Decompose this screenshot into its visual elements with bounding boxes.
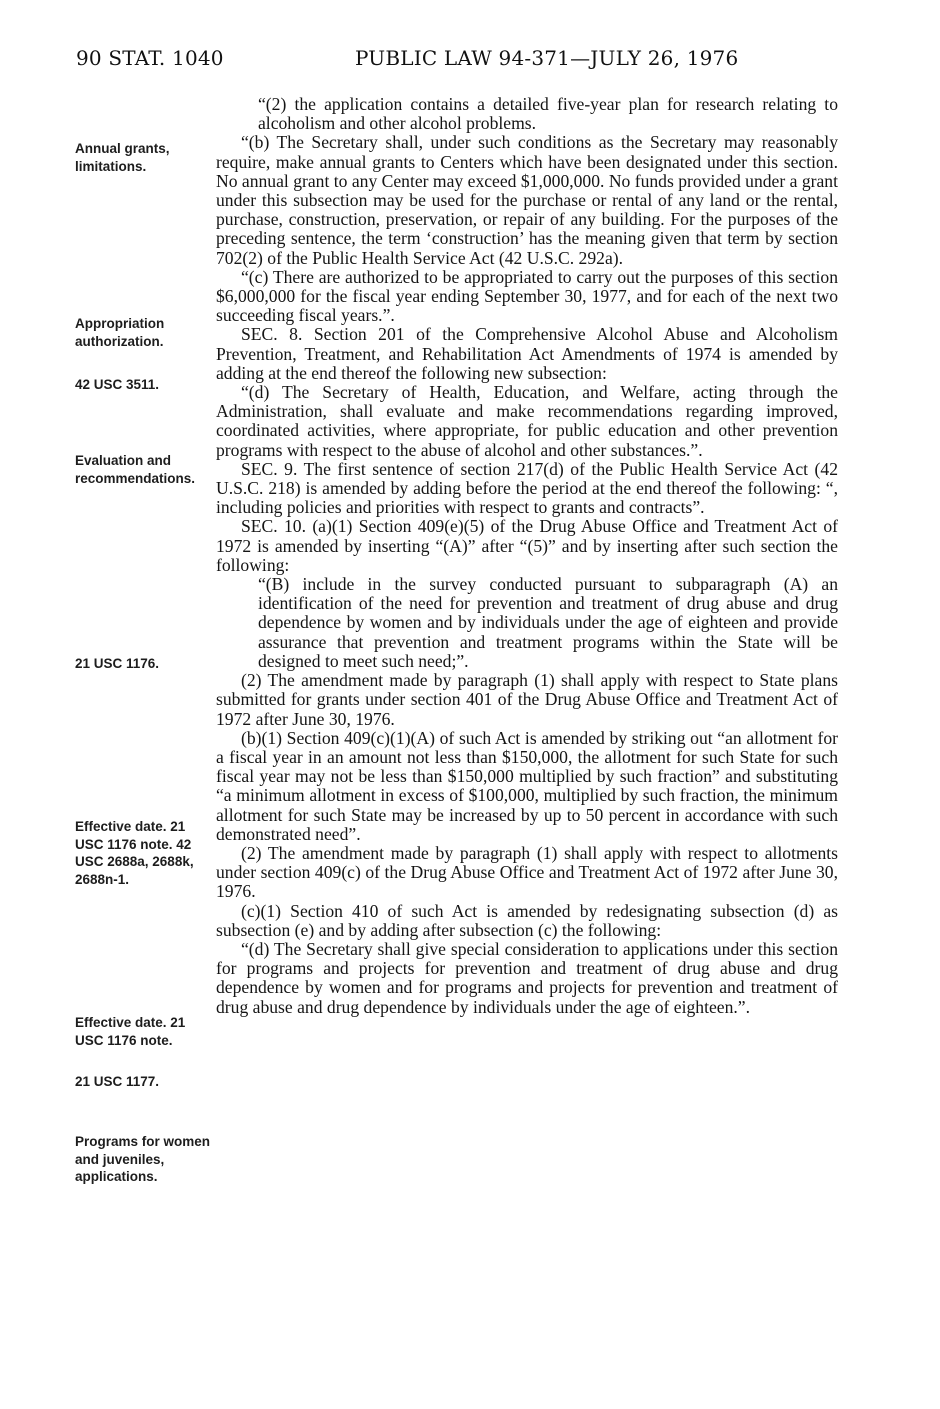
section-10-c1: (c)(1) Section 410 of such Act is amended by redesignating subsection (d) as subsection (e) and by adding after subsection (c) the following: xyxy=(216,900,838,940)
margin-note-annual-grants: Annual grants, limitations. xyxy=(75,141,170,174)
margin-note-21usc1176: 21 USC 1176. xyxy=(75,656,160,671)
paragraph-B-survey: “(B) include in the survey conducted pursuant to subparagraph (A) an identification of the need for prevention and treatment of drug abuse and drug dependence by women and by individuals under the age of eighteen and provide assurance that prevention and treatment programs within the State will be designed to meet such need;”. xyxy=(258,574,838,671)
section-10-a1: SEC. 10. (a)(1) Section 409(e)(5) of the Drug Abuse Office and Treatment Act of 1972 is amended by inserting “(A)” after “(5)” and by inserting after such section the following: xyxy=(216,516,838,575)
margin-note-evaluation: Evaluation and recommendations. xyxy=(75,453,196,486)
public-law-title: PUBLIC LAW 94-371—JULY 26, 1976 xyxy=(355,46,739,70)
section-10-b1: (b)(1) Section 409(c)(1)(A) of such Act is amended by striking out “an allotment for a fiscal year in an amount not less than $150,000, the allotment for such State for such fiscal year may not be less than $150,000 multiplied by such fraction” and substituting “a minimum allotment in excess of $100,000, multiplied by such fraction, the minimum allotment for such State may be increased by up to 50 percent in accordance with such demonstrated need”. xyxy=(216,727,838,844)
running-header xyxy=(0,46,940,76)
section-9: SEC. 9. The first sentence of section 217(d) of the Public Health Service Act (42 U.S.C. 218) is amended by adding before the period at the end thereof the following: “, including policies and priorities with respect to grants and contracts”. xyxy=(216,458,838,518)
margin-note-21usc1177: 21 USC 1177. xyxy=(75,1074,160,1089)
paragraph-d-evaluation: “(d) The Secretary of Health, Education, and Welfare, acting through the Administration, shall evaluate and make recommendations regarding improved, coordinated activities, where appropriate, for public education and other prevention programs with respect to the abuse of alcohol and other substances.”. xyxy=(216,382,838,460)
margin-note-effective-date-1: Effective date. 21 USC 1176 note. 42 USC 2688a, 2688k, 2688n-1. xyxy=(75,819,194,887)
paragraph-d-special-consideration: “(d) The Secretary shall give special consideration to applications under this section for programs and projects for prevention and treatment of drug abuse and drug dependence by women and for programs and projects for prevention and treatment of drug abuse and drug dependence by individuals under the age of eighteen.”. xyxy=(216,938,838,1017)
paragraph-b-annual-grants: “(b) The Secretary shall, under such conditions as the Secretary may reasonably require, make annual grants to Centers which have been designated under this section. No annual grant to any Center may exceed $1,000,000. No funds provided under a grant under this subsection may be used for the purchase or rental of any land or the rental, purchase, construction, preservation, or repair of any building. For the purposes of the preceding sentence, the term ‘construction’ has the meaning given that term by section 702(2) of the Public Health Service Act (42 U.S.C. 292a). xyxy=(216,132,838,268)
margin-note-42usc3511: 42 USC 3511. xyxy=(75,377,160,392)
stat-page-number: 90 STAT. 1040 xyxy=(76,46,224,70)
section-10-b2: (2) The amendment made by paragraph (1) shall apply with respect to allotments under section 409(c) of the Drug Abuse Office and Treatment Act of 1972 after June 30, 1976. xyxy=(216,842,838,902)
margin-note-effective-date-2: Effective date. 21 USC 1176 note. xyxy=(75,1015,186,1048)
section-10-a2: (2) The amendment made by paragraph (1) shall apply with respect to State plans submitted for grants under section 401 of the Drug Abuse Office and Treatment Act of 1972 after June 30, 1976. xyxy=(216,670,838,729)
section-8: SEC. 8. Section 201 of the Comprehensive Alcohol Abuse and Alcoholism Prevention, Treatment, and Rehabilitation Act Amendments of 1974 is amended by adding at the end thereof the following new subsection: xyxy=(216,324,838,383)
paragraph-2-application: “(2) the application contains a detailed five-year plan for research relating to alcoholism and other alcohol problems. xyxy=(258,94,838,134)
margin-note-appropriation: Appropriation authorization. xyxy=(75,316,165,349)
statute-body xyxy=(216,95,838,1017)
margin-note-programs-women: Programs for women and juveniles, applications. xyxy=(75,1134,211,1184)
paragraph-c-appropriations: “(c) There are authorized to be appropriated to carry out the purposes of this section $6,000,000 for the fiscal year ending September 30, 1977, and for each of the next two succeeding fiscal years.”. xyxy=(216,266,838,326)
